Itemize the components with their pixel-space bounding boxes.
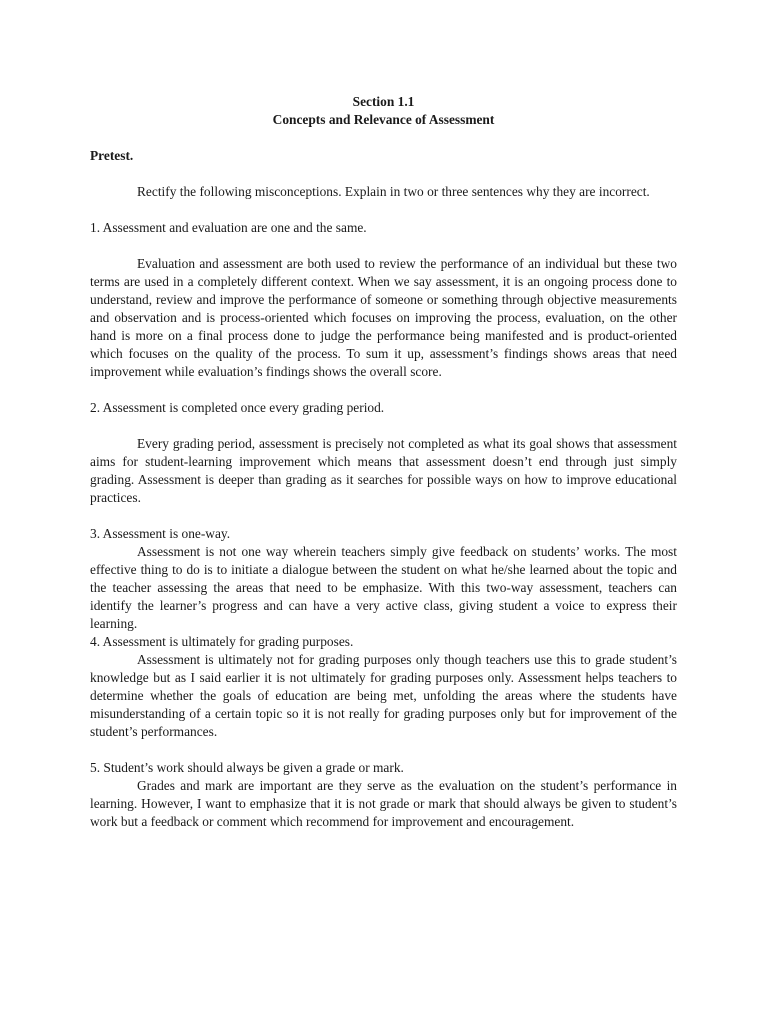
item-4-statement: 4. Assessment is ultimately for grading purposes. bbox=[90, 634, 354, 649]
item-1-answer: Evaluation and assessment are both used to review the performance of an individual but these two terms are used in a completely different context. When we say assessment, it is an ongoing process done to understand, review and improve the performance of someone or something through objective measurements and observation and is process-oriented which focuses on improving the process, evaluation, on the other hand is more on a final process done to judge the performance being manifested and is product-oriented which focuses on the quality of the process. To sum it up, assessment’s findings shows areas that need improvement while evaluation’s findings shows the overall score. bbox=[90, 256, 677, 379]
item-1-statement: 1. Assessment and evaluation are one and the same. bbox=[90, 220, 367, 235]
item-2-answer: Every grading period, assessment is precisely not completed as what its goal shows that assessment aims for student-learning improvement which means that assessment doesn’t end through just simply grading. Assessment is deeper than grading as it searches for possible ways on how to improve educational practices. bbox=[90, 436, 677, 505]
item-4-answer: Assessment is ultimately not for grading purposes only though teachers use this to grade student’s knowledge but as I said earlier it is not ultimately for grading purposes only. Assessment helps teachers to determine whether the goals of education are being met, unfolding the areas where the students have misunderstanding of a certain topic so it is not really for grading purposes only but for improvement of the student’s performances. bbox=[90, 652, 677, 739]
item-3-statement: 3. Assessment is one-way. bbox=[90, 526, 231, 541]
pretest-heading: Pretest. bbox=[90, 148, 134, 163]
item-5-statement: 5. Student’s work should always be given a grade or mark. bbox=[90, 760, 404, 775]
item-2-statement: 2. Assessment is completed once every grading period. bbox=[90, 400, 385, 415]
section-title: Concepts and Relevance of Assessment bbox=[272, 112, 495, 127]
section-number: Section 1.1 bbox=[352, 94, 415, 109]
item-3-answer: Assessment is not one way wherein teachers simply give feedback on students’ works. The most effective thing to do is to initiate a dialogue between the student on what he/she learned about the topic and the teacher assessing the areas that need to be emphasize. With this two-way assessment, teachers can identify the learner’s progress and can have a very active class, giving student a voice to express their learning. bbox=[90, 544, 677, 631]
instructions-paragraph: Rectify the following misconceptions. Explain in two or three sentences why they are incorrect. bbox=[137, 184, 650, 199]
item-5-answer: Grades and mark are important are they serve as the evaluation on the student’s performance in learning. However, I want to emphasize that it is not grade or mark that should always be given to student’s work but a feedback or comment which recommend for improvement and encouragement. bbox=[90, 778, 677, 829]
document-page bbox=[90, 93, 677, 831]
